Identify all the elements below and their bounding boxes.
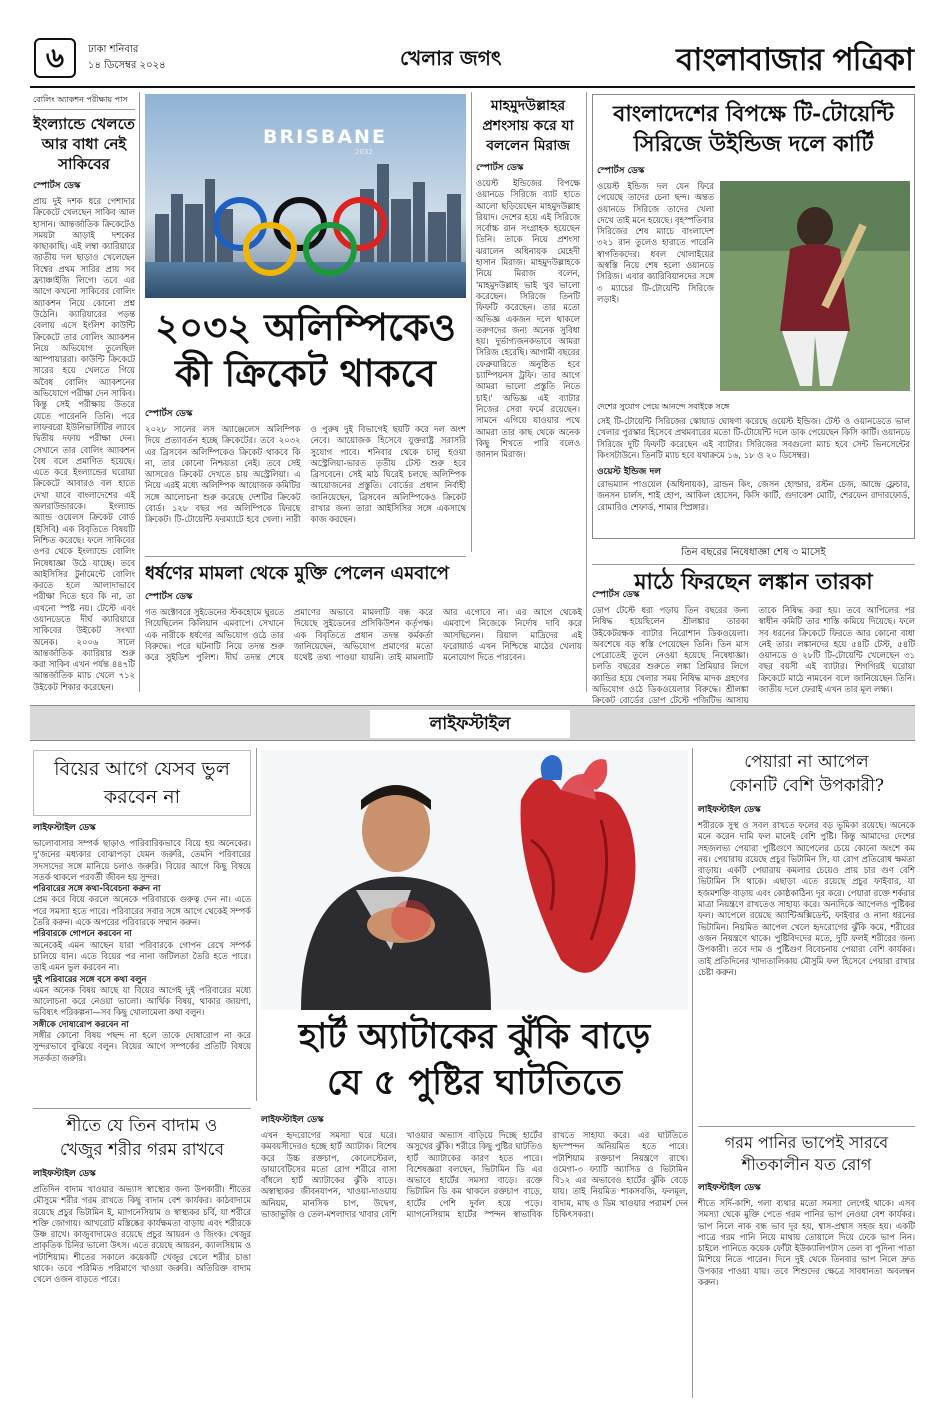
headline-line2: খেজুর শরীর গরম রাখবে (59, 1140, 225, 1160)
story-body-top: ওয়েস্ট ইন্ডিজ দল যেন ফিরে পেয়েছে তাদের চেনা ছন্দ। অন্তত ওয়ানডে সিরিজে তাদের খেলা দেখে তাই মনে হয়েছে। বৃহস্পতিবার সিরিজের শেষ ম্যাচে বাংলাদেশ ৩২১ রান তুলেও হারাতে পারেনি স্বাগতিকদের। ধবল খোলাইয়ের অস্বস্তি নিয়ে শেষ হলো ওয়ানডে সিরিজ। এবার ক্যারিবিয়ানদের সঙ্গে ৩ ম্যাচের টি-টোয়েন্টি সিরিজে লড়াই। (597, 181, 714, 304)
story-desk: লাইফস্টাইল ডেস্ক (261, 1115, 324, 1125)
story-mbappe (145, 563, 582, 695)
story-intro: ভালোবাসার সম্পর্ক ছাড়াও পারিবারিকভাবে বিয়ে হয় অনেকের। দু'জনের মধ্যকার বোঝাপড়া যেমন জরুরি, তেমনি পরিবারের সদস্যদের সঙ্গে মানিয়ে চলাও জরুরি। বিয়ের আগে কিছু বিষয়ে সতর্ক থাকলে পরবর্তী জীবন হয় সুন্দর। (33, 838, 251, 882)
story-olympics-body (145, 402, 466, 550)
paragraph-2: অনেকেই এমন আছেন যারা পরিবারকে গোপন রেখে সম্পর্ক চালিয়ে যান। এতে বিয়ের পর নানা জটিলতা তৈরি হতে পারে। তাই এমন ভুল করবেন না। (33, 939, 251, 973)
issue-date: ১৪ ডিসেম্বর ২০২৪ (88, 60, 166, 71)
heart-headline-line1: হার্ট অ্যাটাকের ঝুঁকি বাড়ে (298, 1016, 651, 1057)
headline-line1: গরম পানির ভাপেই সারবে (724, 1133, 889, 1152)
story-body: প্রতিদিন বাদাম খাওয়ার অভ্যাস স্বাস্থ্যের জন্য উপকারী। শীতের মৌসুমে শরীর গরম রাখতে কিছু বাদাম বেশ কার্যকর। কাঠবাদামে রয়েছে প্রচুর ভিটামিন ই, ম্যাগনেসিয়াম ও স্বাস্থ্যকর চর্বি, যা শরীরে শক্তি জোগায়। আখরোট মস্তিষ্কের কার্যক্ষমতা বাড়ায় এবং শরীরকে উষ্ণ রাখে। কাজুবাদামেও রয়েছে প্রচুর আয়রন ও জিংক। খেজুর প্রাকৃতিক চিনির ভালো উৎস। এতে রয়েছে আয়রন, ক্যালসিয়াম ও পটাশিয়াম। শীতের সকালে কয়েকটি খেজুর খেলে শরীর চাঙা থাকে। তবে পরিমিত পরিমাণে খাওয়া জরুরি। অতিরিক্ত বাদাম খেলে ওজন বাড়তে পারে। (33, 1184, 251, 1285)
story-guava (698, 750, 915, 1122)
story-headline: ইংল্যান্ডে খেলতে আর বাধা নেই সাকিবের (33, 115, 135, 173)
squad-list: রোভম্যান পাওয়েল (অধিনায়ক), ব্রান্ডন কিং, জেসন হোল্ডার, রস্টন চেজ, আন্দ্রে ফ্লেচার, জনসন চার্লস, শাই হোপ, আকিল হোসেন, কিসি কার্টি, গুদাকেশ মোটি, শেরফেন রাদারফোর্ড, রোমারিও শেফার্ড, শামার স্প্রিঙ্গার। (597, 479, 910, 512)
story-body: ওয়েস্ট ইন্ডিজের বিপক্ষে ওয়ানডে সিরিজে ব্যাট হাতে আলো ছড়িয়েছেন মাহমুদউল্লাহ রিয়াদ। দেশের হয়ে এই সিরিজে সর্বোচ্চ রান সংগ্রাহক হয়েছেন তিনি। তাকে নিয়ে প্রশংসা ঝরালেন অধিনায়ক মেহেদী হাসান মিরাজ। মাহমুদউল্লাহকে নিয়ে মিরাজ বলেন, 'মাহমুদউল্লাহ ভাই খুব ভালো করেছেন। সিরিজে তিনটি ফিফটি করেছেন। তার মতো অভিজ্ঞ একজন দলে থাকলে তরুণদের জন্য অনেক সুবিধা হয়। দুর্ভাগ্যজনকভাবে আমরা সিরিজ হেরেছি। আগামী বছরের ফেব্রুয়ারিতে অনুষ্ঠিত হবে চ্যাম্পিয়নস ট্রফি। তার আগে আমরা ভালো প্রস্তুতি নিতে চাই।' অভিজ্ঞ এই ব্যাটার নিজের সেরা ফর্মে রয়েছেন। সামনে এগিয়ে যাওয়ার পথে আমরা তার কাছ থেকে অনেক কিছু শিখতে পারি বলেও জানান মিরাজ। (476, 178, 580, 460)
story-body-bottom: সেই টি-টোয়েন্টি সিরিজের স্কোয়াড ঘোষণা করেছে ওয়েস্ট ইন্ডিজ। টেস্ট ও ওয়ানডেতে ভাল খেলার পুরস্কার হিসেবে প্রথমবারের মতো টি-টোয়েন্টি দলে ডাক পেয়েছেন কিসি কার্টি। ওয়ানডে সিরিজে দুটি ফিফটি করেছেন এই ব্যাটার। সিরিজের সবগুলো ম্যাচ হবে সেন্ট ভিনসেন্টের কিংসটাউনে। তিনটি ম্যাচ হবে যথাক্রমে ১৬, ১৮ ও ২০ ডিসেম্বর। (597, 416, 910, 460)
headline-line2: শীতকালীন যত রোগ (741, 1155, 872, 1174)
paragraph-3: এমন অনেক বিষয় আছে যা বিয়ের আগেই দুই পরিবারের মধ্যে আলোচনা করে নেওয়া ভালো। আর্থিক বিষয়, থাকার জায়গা, ভবিষ্যৎ পরিকল্পনা—সব কিছু খোলামেলা কথা বলুন। (33, 984, 251, 1018)
section-rule (145, 556, 466, 557)
paragraph-1: প্রেম করে বিয়ে করলে অনেকে পরিবারকে গুরুত্ব দেন না। এতে পরে সমস্যা হতে পারে। পরিবারের সবার সঙ্গে আগে থেকেই সম্পর্ক তৈরি করুন। একে অপরের পরিবারকে সম্মান করুন। (33, 894, 251, 928)
column-divider (256, 748, 257, 1101)
cricketer-batting-image (720, 181, 910, 391)
story-lankan-body (592, 587, 915, 706)
man-chest-pain-heart-image (261, 750, 688, 1010)
story-wedding (33, 750, 251, 1102)
lifestyle-banner (30, 705, 915, 741)
section-rule (698, 1126, 915, 1127)
heart-attack-photo (261, 750, 688, 1010)
story-headline: বিয়ের আগে যেসব ভুল করবেন না (33, 750, 251, 816)
brisbane-skyline-image (145, 94, 466, 298)
story-desk: লাইফস্টাইল ডেস্ক (698, 805, 761, 815)
subhead-4: সঙ্গীকে দোষারোপ করবেন না (33, 1018, 129, 1029)
story-body: প্রায় দুই দশক ধরে পেশাদার ক্রিকেটে খেলছেন সাকিব আল হাসান। আন্তর্জাতিক ক্রিকেটেও সময়টা আড়াই দশকের কাছাকাছি। এই লম্বা ক্যারিয়ারে জাতীয় দল ছাড়াও খেলেছেন বিশ্বের প্রথম সারির প্রায় সব ফ্র্যাঞ্চাইজি লিগে। তবে এর আগে কখনো সাকিবের বোলিং অ্যাকশন নিয়ে কোনো প্রশ্ন উঠেনি। ক্যারিয়ারের পড়ন্ত বেলায় এসে ইংলিশ কাউন্টি ক্রিকেটে তার বোলিং অ্যাকশন নিয়ে অভিযোগ তুলেছিল আম্পায়াররা। কাউন্টি ক্রিকেটে সারের হয়ে খেলতে গিয়ে অবৈধ বোলিং অ্যাকশনের অভিযোগে পরীক্ষা দেন সাকিব। কিন্তু সেই পরীক্ষায় উতরে যেতে পারেননি তিনি। পরে লাফবরো ইউনিভার্সিটির ল্যাবে দ্বিতীয় দফায় পরীক্ষা দেন। সেখানে তার বোলিং অ্যাকশন বৈধ বলে প্রমাণিত হয়েছে। এতে করে ইংল্যান্ডের ঘরোয়া ক্রিকেটে আবারও বল হাতে দেখা যাবে বাংলাদেশের এই অলরাউন্ডারকে। ইংল্যান্ড অ্যান্ড ওয়েলস ক্রিকেট বোর্ড (ইসিবি) এক বিবৃতিতে বিষয়টি নিশ্চিত করেছে। ফলে সাকিবের ওপর থেকে ইংল্যান্ডে বোলিং নিষেধাজ্ঞা উঠে যাচ্ছে। তবে আইসিসির টুর্নামেন্টে বোলিং করতে হলে আলাদাভাবে পরীক্ষা দিতে হবে কি না, তা এখনো স্পষ্ট নয়। টেস্টে এবং ওয়ানডেতে দীর্ঘ ক্যারিয়ারে সাকিবের উইকেট সংখ্যা অনেক। ২০০৬ সালে আন্তর্জাতিক ক্যারিয়ার শুরু করা সাকিব এখন পর্যন্ত ৪৪৭টি আন্তর্জাতিক ম্যাচ খেলে ৭১২ উইকেট শিকার করেছেন। (33, 196, 135, 692)
headline-line1: পেয়ারা না আপেল (744, 752, 869, 772)
squad-label: ওয়েস্ট ইন্ডিজ দল (597, 467, 661, 478)
subhead-2: পরিবারকে গোপনে করবেন না (33, 928, 132, 939)
column-divider (692, 748, 693, 1398)
lifestyle-banner-title: লাইফস্টাইল (370, 710, 570, 738)
brisbane-olympics-photo (145, 94, 466, 298)
section-title: খেলার জগৎ (400, 46, 502, 70)
headline-line1: শীতে যে তিন বাদাম ও (66, 1116, 218, 1136)
column-divider (471, 92, 472, 552)
story-almond (33, 1114, 251, 1400)
headline-line2: কোনটি বেশি উপকারী? (728, 776, 884, 796)
story-kicker: তিন বছরের নিষেধাজ্ঞা শেষ ৩ মাসেই (592, 545, 915, 565)
story-headline: ধর্ষণের মামলা থেকে মুক্তি পেলেন এমবাপে (145, 563, 449, 584)
olympics-headline-line1: ২০৩২ অলিম্পিকেও (155, 305, 456, 349)
story-steam (698, 1132, 915, 1398)
olympics-headline-line2: কী ক্রিকেট থাকবে (175, 351, 436, 395)
story-body: ডোপ টেস্টে ধরা পড়ায় তিন বছরের জন্য নিষিদ্ধ হয়েছিলেন শ্রীলঙ্কার তারকা উইকেটরক্ষক ব্যাটার নিরোশান ডিকওয়েলা। অবশেষে বড় স্বস্তি পেয়েছেন তিনি। তিন মাস পেরোতেই তুলে নেওয়া হয়েছে নিষেধাজ্ঞা। চলতি বছরের শুরুতে লঙ্কা প্রিমিয়ার লিগে ক্যান্ডির হয়ে খেলার সময় নিষিদ্ধ মাদক গ্রহণের অভিযোগ ওঠে ডিকওয়েলার বিরুদ্ধে। শ্রীলঙ্কা ক্রিকেট বোর্ডের ডোপ টেস্টে পজিটিভ আসায় তাকে নিষিদ্ধ করা হয়। তবে আপিলের পর স্বাধীন কমিটি তার শাস্তি কমিয়ে দিয়েছে। ফলে সব ধরনের ক্রিকেটে ফিরতে আর কোনো বাধা নেই তার। লঙ্কানদের হয়ে ৫৪টি টেস্ট, ৫৪টি ওয়ানডে ও ২৮টি টি-টোয়েন্টি খেলেছেন ৩১ বছর বয়সী এই ব্যাটার। শিগগিরই ঘরোয়া ক্রিকেটে মাঠে নামবেন বলে জানিয়েছেন তিনি। জাতীয় দলে ফেরাই এখন তার মূল লক্ষ্য। (592, 605, 915, 706)
masthead-rule (30, 86, 915, 88)
column-divider (139, 92, 140, 692)
story-desk: লাইফস্টাইল ডেস্ক (33, 823, 96, 833)
story-headline: মাঠে ফিরছেন লঙ্কান তারকা (634, 569, 873, 595)
story-shakib (33, 94, 135, 694)
story-desk: লাইফস্টাইল ডেস্ক (33, 1169, 96, 1179)
page-number: ৬ (34, 38, 76, 78)
story-heart-body (261, 1108, 688, 1398)
subhead-3: দুই পরিবারের সঙ্গে বসে কথা বলুন (33, 973, 147, 984)
story-desk: স্পোর্টস ডেস্ক (476, 163, 524, 173)
story-desk: স্পোর্টস ডেস্ক (145, 592, 193, 602)
heart-headline-line2: যে ৫ পুষ্টির ঘাটতিতে (326, 1062, 623, 1103)
story-kicker: বোলিং অ্যাকশন পরীক্ষায় পাস (33, 94, 135, 110)
kartik-photo (720, 181, 910, 391)
story-body: শীতে সর্দি-কাশি, গলা ব্যথার মতো সমস্যা লেগেই থাকে। এসব সমস্যা থেকে মুক্তি পেতে গরম পানির ভাপ নেওয়া বেশ কার্যকর। ভাপ নিলে নাক বন্ধ ভাব দূর হয়, শ্বাস-প্রশ্বাস সহজ হয়। একটি পাত্রে গরম পানি নিয়ে মাথায় তোয়ালে দিয়ে ঢেকে ভাপ নিন। চাইলে পানিতে কয়েক ফোঁটা ইউক্যালিপটাস তেল বা পুদিনা পাতা মিশিয়ে নিতে পারেন। দিনে দুই থেকে তিনবার ভাপ নিলে দ্রুত উপকার পাওয়া যায়। তবে শিশুদের ক্ষেত্রে সাবধানতা অবলম্বন করুন। (698, 1198, 915, 1288)
photo-caption: দেশের সুযোগ পেয়ে আনন্দে সবাইকে সঙ্গে (597, 402, 730, 411)
story-desk: স্পোর্টস ডেস্ক (592, 590, 640, 600)
story-body: ২০২৮ সালের লস অ্যাঞ্জেলেস অলিম্পিক দিয়ে প্রত্যাবর্তন হচ্ছে ক্রিকেটের। তবে ২০৩২ এর ব্রিসবেন অলিম্পিকেও ক্রিকেট থাকবে কি না, তার কোনো নিশ্চয়তা নেই। তবে সেই আসরেও ক্রিকেট দেখতে চায় অস্ট্রেলিয়া। এ নিয়ে এরই মধ্যে অলিম্পিক আয়োজক কমিটির সঙ্গে আলোচনা শুরু করেছে দেশটির ক্রিকেট বোর্ড। ১২৮ বছর পর অলিম্পিকে ফিরছে ক্রিকেট। টি-টোয়েন্টি ফরম্যাটে হবে খেলা। নারী ও পুরুষ দুই বিভাগেই ছয়টি করে দল অংশ নেবে। আয়োজক হিসেবে যুক্তরাষ্ট্র সরাসরি সুযোগ পাবে। শনিবার থেকে চালু হওয়া অস্ট্রেলিয়া-ভারত তৃতীয় টেস্ট শুরু হবে ব্রিসবেনে। সেই মাঠ ঘিরেই চলছে অলিম্পিক আয়োজনের প্রস্তুতি। বোর্ডের প্রধান নির্বাহী জানিয়েছেন, ব্রিসবেন অলিম্পিকেও ক্রিকেট রাখার জন্য তারা আইসিসির সঙ্গে একসাথে কাজ করছেন। (145, 424, 466, 525)
brisbane-sign-year: 2032 (355, 148, 373, 156)
story-desk: লাইফস্টাইল ডেস্ক (698, 1183, 761, 1193)
story-headline: বাংলাদেশের বিপক্ষে টি-টোয়েন্টি সিরিজে উইন্ডিজ দলে কার্টি (613, 101, 894, 157)
masthead (30, 34, 915, 84)
story-kartik (592, 94, 915, 539)
paragraph-4: সঙ্গীর কোনো বিষয় পছন্দ না হলে তাকে দোষারোপ না করে সুন্দরভাবে বুঝিয়ে বলুন। বিয়ের আগে সম্পর্কের প্রতিটি বিষয়ে সতর্কতা জরুরি। (33, 1030, 251, 1063)
brisbane-sign: BRISBANE (263, 126, 387, 148)
story-desk: স্পোর্টস ডেস্ক (597, 166, 645, 176)
section-rule (33, 1108, 251, 1109)
story-body: শরীরকে সুস্থ ও সবল রাখতে ফলের বড় ভূমিকা রয়েছে। অনেকে মনে করেন দামি ফল মানেই বেশি পুষ্টি। কিন্তু আমাদের দেশের সহজলভ্য পেয়ারা পুষ্টিগুণে আপেলের চেয়ে কোনো অংশে কম নয়। পেয়ারায় রয়েছে প্রচুর ভিটামিন সি, যা রোগ প্রতিরোধ ক্ষমতা বাড়ায়। একটি পেয়ারায় কমলার চেয়েও প্রায় চার গুণ বেশি ভিটামিন সি থাকে। এছাড়া এতে রয়েছে প্রচুর ফাইবার, যা হজমশক্তি বাড়ায় এবং কোষ্ঠকাঠিন্য দূর করে। পেয়ারা রক্তে শর্করার মাত্রা নিয়ন্ত্রণে রাখতেও সাহায্য করে। অন্যদিকে আপেলও পুষ্টিকর ফল। আপেলে রয়েছে অ্যান্টিঅক্সিডেন্ট, ফাইবার ও নানা ধরনের ভিটামিন। নিয়মিত আপেল খেলে হৃদরোগের ঝুঁকি কমে, শরীরের ওজন নিয়ন্ত্রণে থাকে। পুষ্টিবিদদের মতে, দুটি ফলই শরীরের জন্য উপকারী। তবে দাম ও পুষ্টিগুণ বিবেচনায় পেয়ারা বেশি কার্যকর। তাই প্রতিদিনের খাদ্যতালিকায় মৌসুমি ফল হিসেবে পেয়ারা রাখার চেষ্টা করুন। (698, 820, 915, 977)
story-headline: মাহমুদউল্লাহর প্রশংসায় করে যা বললেন মিরাজ (482, 98, 574, 154)
column-divider (586, 92, 587, 692)
story-mahmudullah (476, 96, 580, 554)
story-desk: স্পোর্টস ডেস্ক (33, 181, 81, 191)
story-body: এখন হৃদরোগের সমস্যা ঘরে ঘরে। কমবয়সীদেরও হচ্ছে হার্ট অ্যাটাক। বিশেষ করে উচ্চ রক্তচাপ, কোলেস্টেরল, ডায়াবেটিসের মতো রোগ শরীরে বাসা বাঁধলে হার্ট অ্যাটাকের ঝুঁকি বাড়ে। অস্বাস্থ্যকর জীবনযাপন, খাওয়া-দাওয়ায় অনিয়ম, মানসিক চাপ, উদ্বেগ, ভাজাভুজি ও তেল-মশলাদার খাবার বেশি খাওয়ার অভ্যাস বাড়িয়ে দিচ্ছে হার্টের অসুখের ঝুঁকি। শরীরে কিছু পুষ্টির ঘাটতিও হার্ট অ্যাটাকের কারণ হতে পারে। বিশেষজ্ঞরা বলছেন, ভিটামিন ডি এর অভাবে হার্টের সমস্যা বাড়ে। রক্তে ভিটামিন ডি কম থাকলে রক্তচাপ বাড়ে, হার্টের পেশি দুর্বল হয়ে পড়ে। ম্যাগনেসিয়াম হার্টের স্পন্দন স্বাভাবিক রাখতে সাহায্য করে। এর ঘাটতিতে হৃদস্পন্দন অনিয়মিত হতে পারে। পটাশিয়াম রক্তচাপ নিয়ন্ত্রণে রাখে। ওমেগা-৩ ফ্যাটি অ্যাসিড ও ভিটামিন বি১২ এর অভাবেও হার্টের ঝুঁকি বেড়ে যায়। তাই নিয়মিত শাকসবজি, ফলমূল, বাদাম, মাছ ও ডিম খাওয়ার পরামর্শ দেন চিকিৎসকরা। (261, 1130, 688, 1220)
issue-day: ঢাকা শনিবার (88, 44, 139, 55)
story-body: গত অক্টোবরে সুইডেনের স্টকহোমে ঘুরতে গিয়েছিলেন কিলিয়ান এমবাপে। সেখানে এক নারীকে ধর্ষণের অভিযোগ ওঠে তার বিরুদ্ধে। পরে ঘটনাটি নিয়ে তদন্ত শুরু করে সুইডিশ পুলিশ। দীর্ঘ তদন্ত শেষে প্রমাণের অভাবে মামলাটি বন্ধ করে দিয়েছে সুইডেনের প্রসিকিউশন কর্তৃপক্ষ। এক বিবৃতিতে প্রধান তদন্ত কর্মকর্তা জানিয়েছেন, অভিযোগ প্রমাণের মতো যথেষ্ট তথ্য পাওয়া যায়নি। তাই মামলাটি আর এগোবে না। এর আগে থেকেই এমবাপে নিজেকে নির্দোষ দাবি করে আসছিলেন। রিয়াল মাদ্রিদের এই ফরোয়ার্ড এখন নিশ্চিন্তে মাঠের খেলায় মনোযোগ দিতে পারবেন। (145, 607, 582, 663)
subhead-1: পরিবারের সঙ্গে কথা-বিবেচনা করুন না (33, 883, 161, 894)
paper-name: বাংলাবাজার পত্রিকা (676, 42, 913, 78)
story-desk: স্পোর্টস ডেস্ক (145, 409, 193, 419)
